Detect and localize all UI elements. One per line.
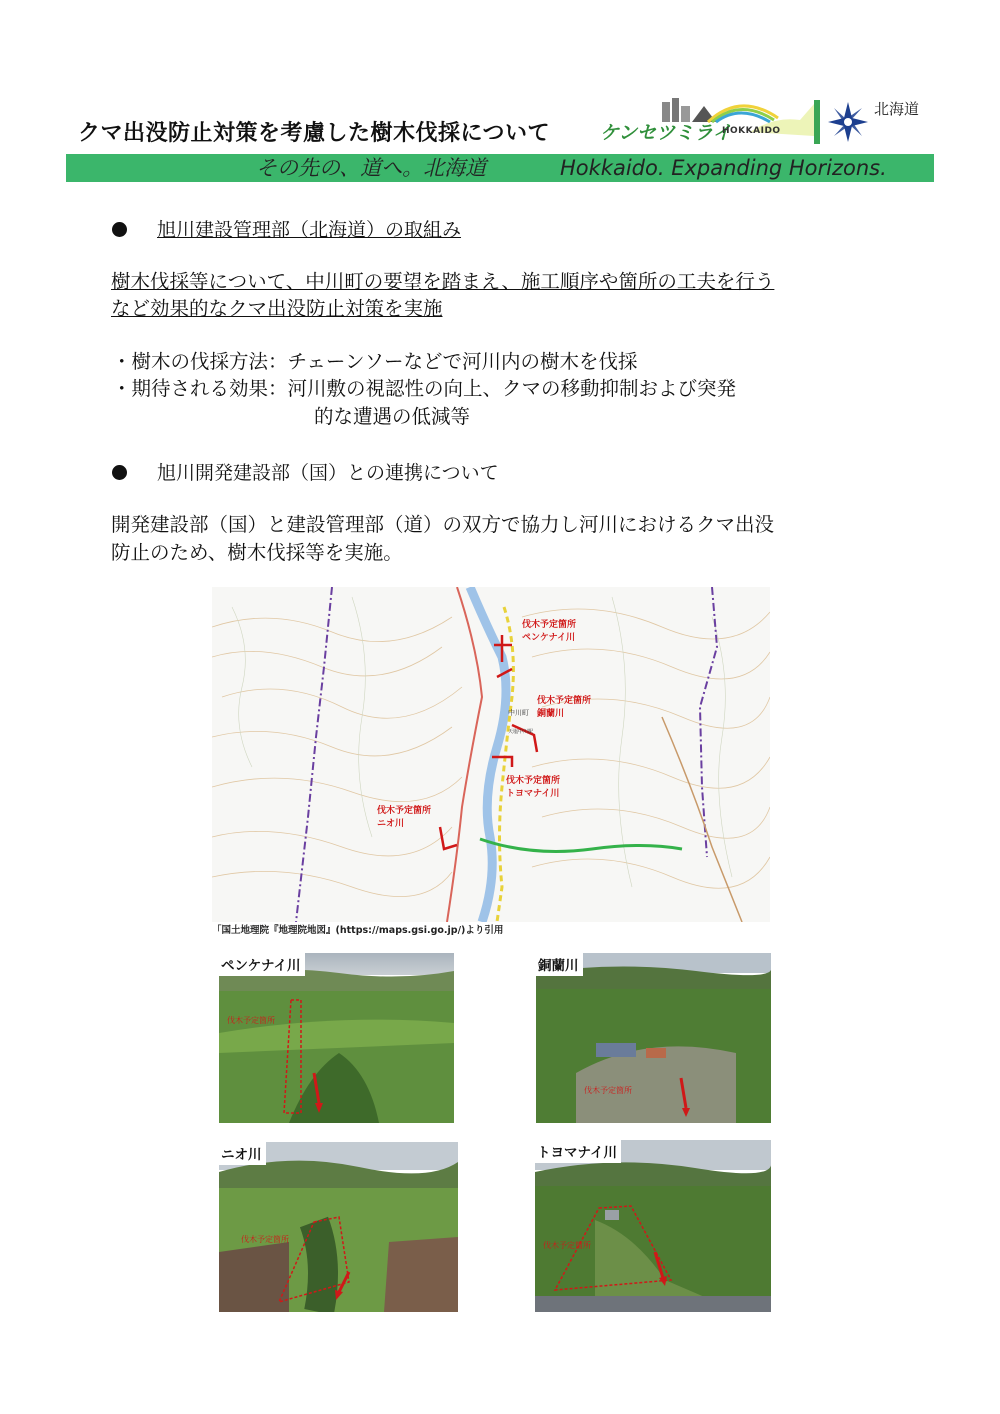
felling-method-item: ・樹木の伐採方法：チェーンソーなどで河川内の樹木を伐採: [112, 350, 638, 373]
map-label-nio-prefix: 伐木予定箇所: [377, 806, 432, 816]
section1-heading: [112, 215, 461, 242]
photo-overlay-penkenai: 伐木予定箇所: [227, 1016, 275, 1025]
photo-label-penkenai: ペンケナイ川: [219, 953, 305, 976]
document-title: クマ出没防止対策を考慮した樹木伐採について: [78, 121, 551, 146]
bullet-dot-icon: [112, 465, 127, 480]
section2-heading-text: 旭川開発建設部（国）との連携について: [157, 462, 499, 484]
aerial-photo-nio: [219, 1142, 458, 1312]
topographic-map: [212, 587, 770, 935]
kensetsu-hokkaido-text: HOKKAIDO: [722, 126, 781, 136]
section1-lead-line-2: など効果的なクマ出没防止対策を実施: [111, 297, 443, 320]
photo-overlay-doran: 伐木予定箇所: [584, 1086, 632, 1095]
section1-lead-line-1: 樹木伐採等について、中川町の要望を踏まえ、施工順序や箇所の工夫を行う: [111, 270, 775, 293]
photo-label-toyomanai: トヨマナイ川: [535, 1140, 621, 1163]
photo-overlay-nio: 伐木予定箇所: [241, 1235, 289, 1244]
map-label-doran-river: 銅蘭川: [537, 709, 565, 719]
photo-nio: [219, 1142, 458, 1312]
hokkaido-logo: [812, 96, 937, 150]
section2-line-1: 開発建設部（国）と建設管理部（道）の双方で協力し河川におけるクマ出没: [111, 513, 775, 536]
slogan-japanese: その先の、道へ。北海道: [256, 156, 487, 180]
photo-overlay-toyomanai: 伐木予定箇所: [543, 1241, 591, 1250]
photo-label-nio: ニオ川: [219, 1142, 266, 1165]
map-label-doran-prefix: 伐木予定箇所: [537, 696, 592, 706]
bullet-dot-icon: [112, 222, 127, 237]
map-label-penkenai-prefix: 伐木予定箇所: [522, 620, 577, 630]
photo-label-doran: 銅蘭川: [536, 953, 583, 976]
aerial-photo-toyomanai: [535, 1140, 771, 1312]
map-town-label: 中川町: [508, 709, 529, 717]
photo-doran: [536, 953, 771, 1123]
kensetsu-mirai-logo: [600, 96, 815, 148]
kensetsu-mirai-text: ケンセツミライ: [600, 122, 732, 144]
logo-green-bar: [814, 100, 820, 144]
section2-heading: [112, 458, 499, 485]
map-source-caption: 「国土地理院『地理院地図』(https://maps.gsi.go.jp/)より引用: [212, 925, 504, 936]
map-station-label: 天塩中川駅: [508, 729, 534, 735]
section2-line-2: 防止のため、樹木伐採等を実施。: [111, 541, 403, 564]
map-label-toyomanai-river: トヨマナイ川: [506, 789, 560, 799]
map-label-penkenai-river: ペンケナイ川: [522, 633, 576, 643]
aerial-photo-penkenai: [219, 953, 454, 1123]
section1-heading-text: 旭川建設管理部（北海道）の取組み: [157, 219, 462, 241]
hokkaido-emblem-icon: [826, 100, 870, 144]
slogan-english: Hokkaido. Expanding Horizons.: [560, 156, 887, 180]
slogan-banner: [66, 154, 934, 182]
map-label-nio-river: ニオ川: [377, 819, 405, 829]
photo-toyomanai: [535, 1140, 771, 1312]
hokkaido-name: 北海道: [874, 100, 920, 118]
map-label-toyomanai-prefix: 伐木予定箇所: [506, 776, 561, 786]
expected-effect-item: ・期待される効果：河川敷の視認性の向上、クマの移動抑制および突発: [112, 377, 737, 400]
photo-penkenai: [219, 953, 454, 1123]
expected-effect-item-cont: 的な遭遇の低減等: [314, 405, 471, 428]
aerial-photo-doran: [536, 953, 771, 1123]
